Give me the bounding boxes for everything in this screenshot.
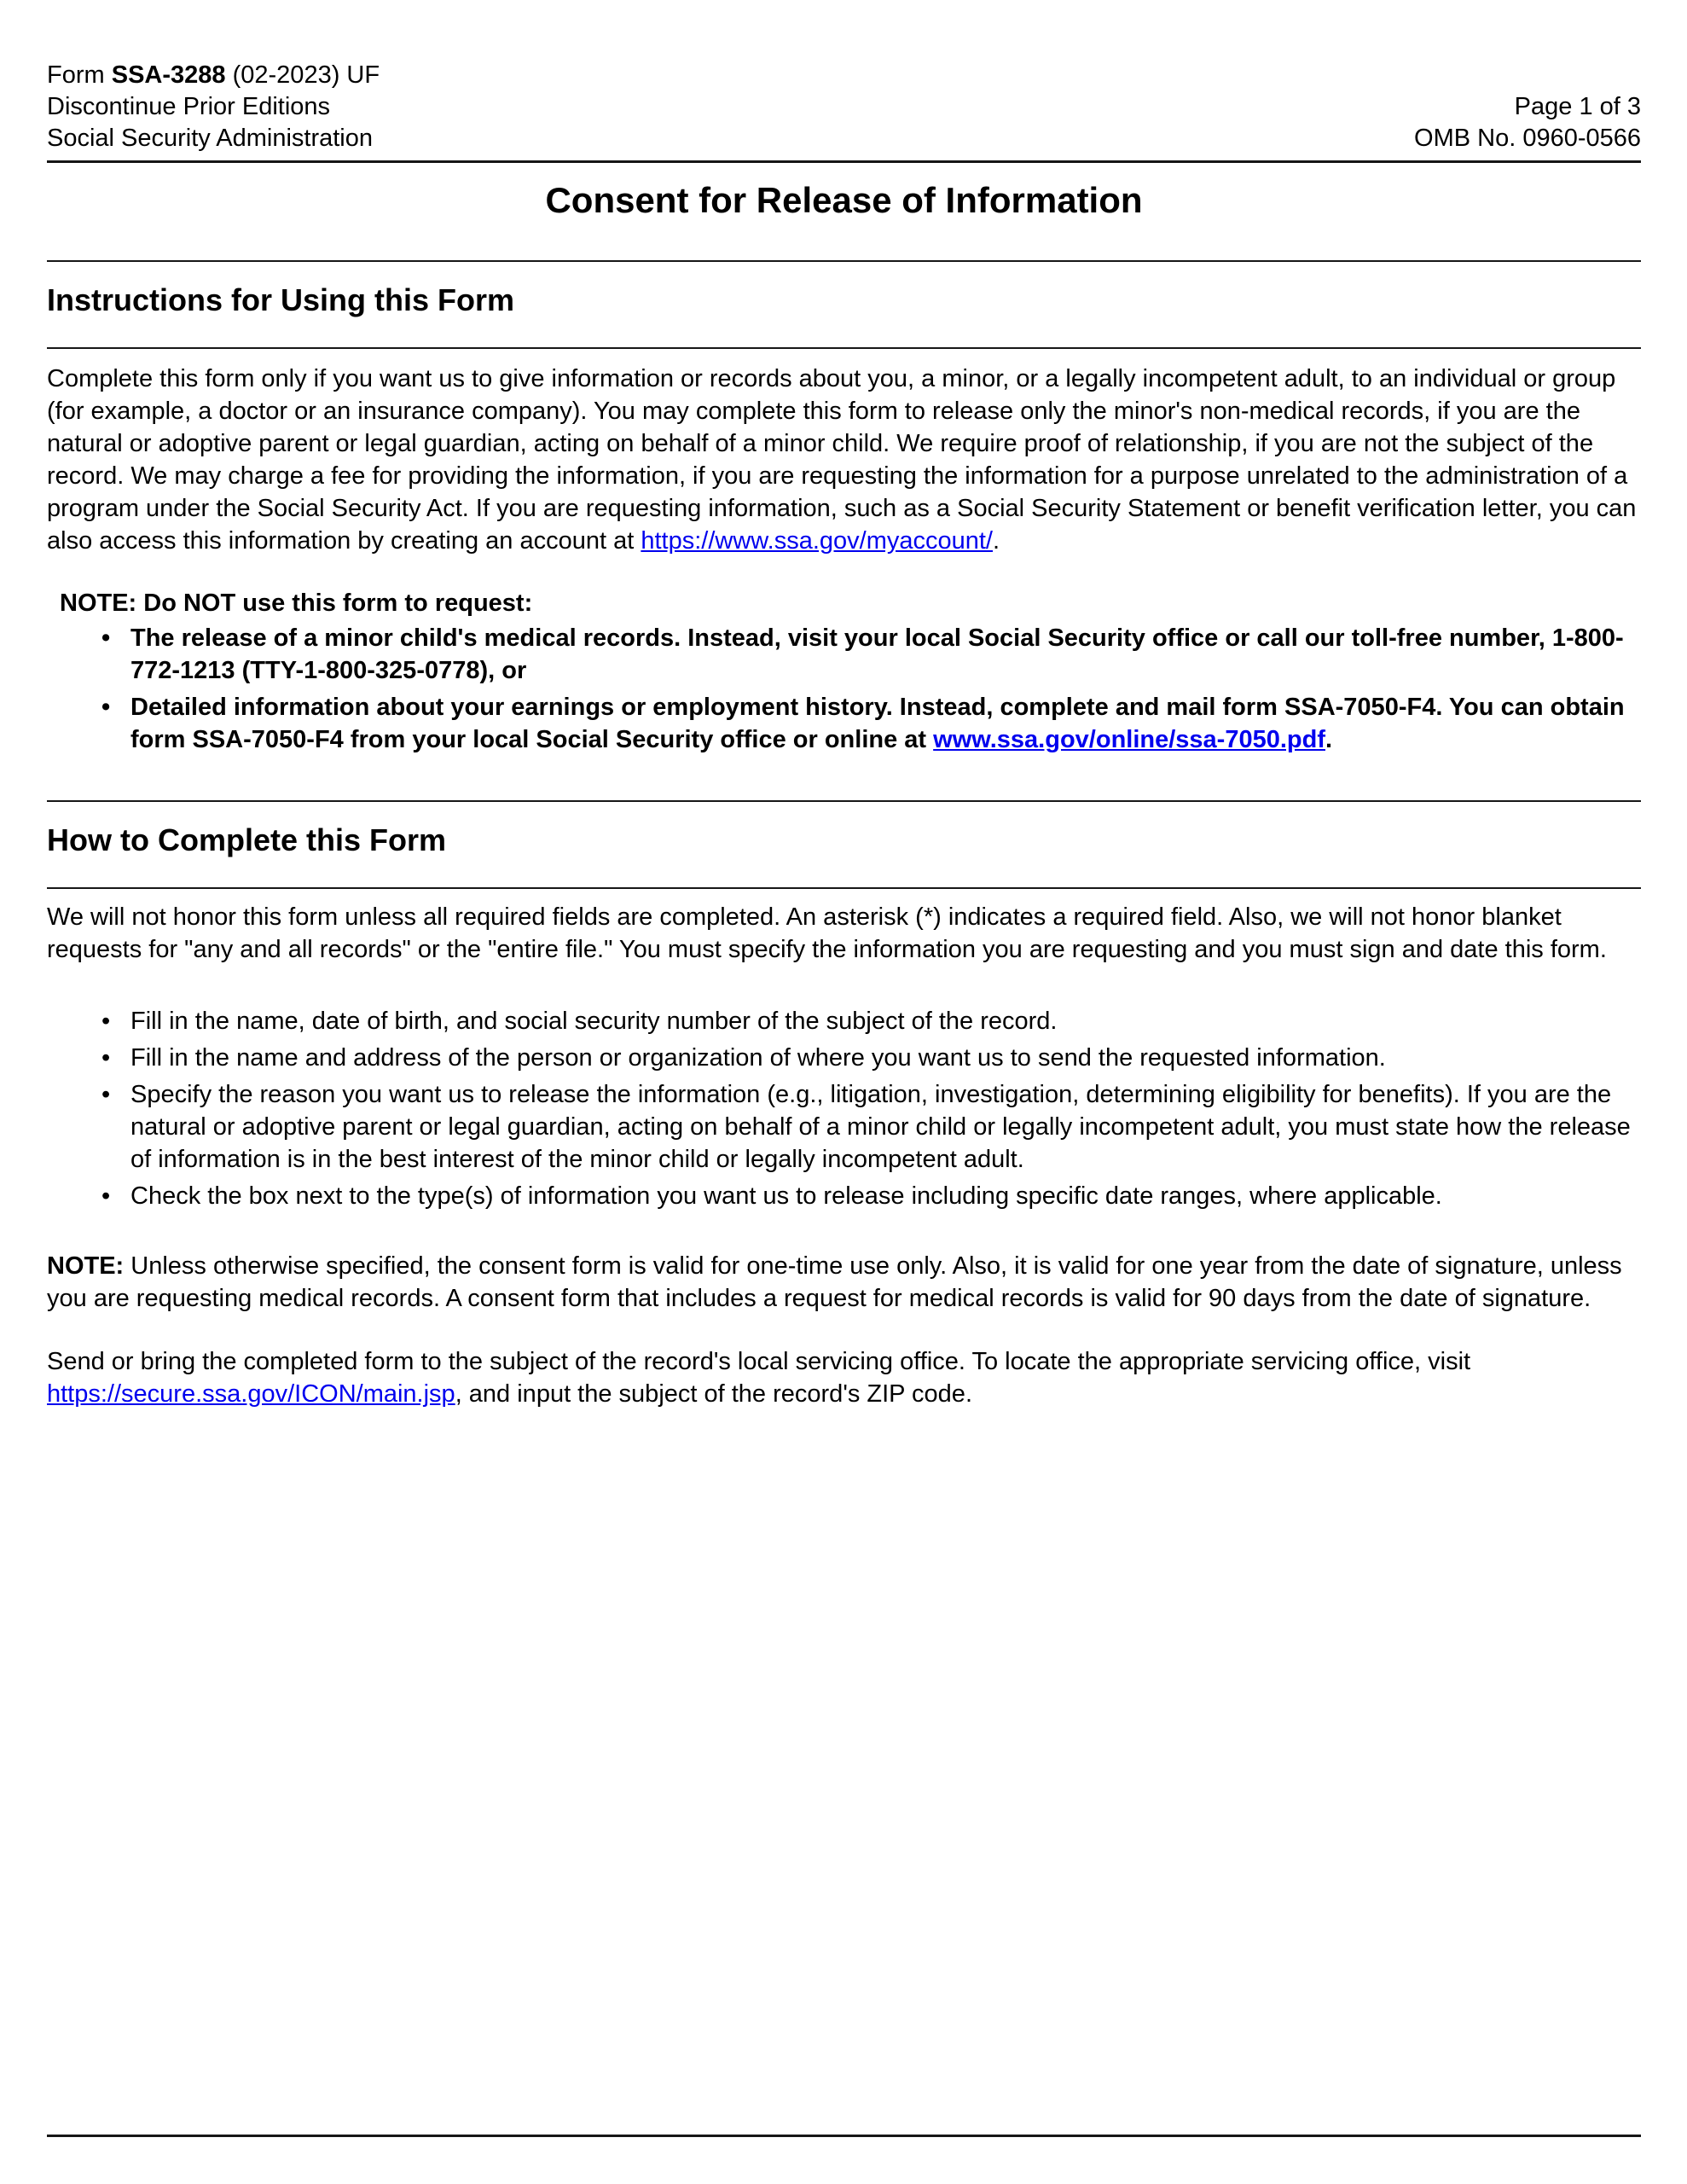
instructions-intro-text: Complete this form only if you want us to give information or records about you, a minor, or a legally incompetent adult, to an individual or group (for example, a doctor or an insurance company). You may complete this form to release only the minor's non-medical records, if you are the natural or adoptive parent or legal guardian, acting on behalf of a minor child. We require proof of relationship, if you are not the subject of the record. We may charge a fee for providing the information, if you are requesting the information for a purpose unrelated to the administration of a program under the Social Security Act. If you are requesting information, such as a Social Security Statement or benefit verification letter, you can also access this information by creating an account at [47, 365, 1637, 555]
discontinue-line: Discontinue Prior Editions [47, 93, 331, 120]
page-header [47, 60, 1641, 154]
note-label: NOTE: [47, 1252, 125, 1280]
bullet-specify-reason: • Specify the reason you want us to release the information (e.g., litigation, investigation, determining eligibility for benefits). If you are the natural or adoptive parent or legal guardian, acting on behalf of a minor child or legally incompetent adult, you must state how the release of information is in the best interest of the minor child or legally incompetent adult. [96, 1078, 1641, 1176]
section-divider [47, 800, 1641, 802]
how-to-intro: We will not honor this form unless all required fields are completed. An asterisk (*) indicates a required field. Also, we will not honor blanket requests for "any and all records" or the "entire file." You must specify the information you are requesting and you must sign and date this form. [47, 903, 1607, 963]
form-id-line [47, 60, 380, 91]
note-bullet-earnings [96, 691, 1641, 756]
intro-period: . [993, 527, 1000, 555]
section-divider [47, 260, 1641, 262]
closing-text: Send or bring the completed form to the subject of the record's local servicing office. To locate the appropriate servicing office, visit [47, 1348, 1471, 1375]
note-validity-text: Unless otherwise specified, the consent form is valid for one-time use only. Also, it is valid for one year from the date of signature, unless you are requesting medical records. A consent form that includes a request for medical records is valid for 90 days from the date of signature. [47, 1252, 1622, 1312]
form-prefix: Form [47, 61, 105, 89]
note-bullet-medical-records: • The release of a minor child's medical records. Instead, visit your local Social Security office or call our toll-free number, 1-800-772-1213 (TTY-1-800-325-0778), or [96, 622, 1641, 687]
omb-number: OMB No. 0960-0566 [1414, 125, 1641, 152]
ssa-7050-link[interactable]: www.ssa.gov/online/ssa-7050.pdf [933, 726, 1325, 753]
closing-text-after: , and input the subject of the record's ZIP code. [455, 1380, 972, 1408]
how-to-list [96, 1005, 1641, 1212]
section-divider [47, 887, 1641, 889]
bullet-fill-recipient-address: • Fill in the name and address of the person or organization of where you want us to send the requested information. [96, 1042, 1641, 1074]
section-heading-how-to-complete: How to Complete this Form [47, 822, 446, 857]
page-title: Consent for Release of Information [545, 180, 1143, 220]
form-id-block [47, 60, 380, 154]
header-divider [47, 160, 1641, 163]
agency-line: Social Security Administration [47, 125, 373, 152]
page-meta-block [1414, 91, 1641, 154]
note-validity [47, 1250, 1641, 1315]
earnings-bullet-period: . [1325, 726, 1333, 753]
page-number: Page 1 of 3 [1514, 93, 1641, 120]
section-heading-instructions: Instructions for Using this Form [47, 282, 515, 317]
note-do-not-use: NOTE: Do NOT use this form to request: [60, 590, 533, 617]
instructions-intro [47, 363, 1641, 557]
myaccount-link[interactable]: https://www.ssa.gov/myaccount/ [641, 527, 993, 555]
do-not-use-list [96, 622, 1641, 756]
bullet-check-box-types: • Check the box next to the type(s) of information you want us to release including specific date ranges, where applicable. [96, 1180, 1641, 1212]
earnings-bullet-text: Detailed information about your earnings or employment history. Instead, complete and mail form SSA-7050-F4. You can obtain form SSA-7050-F4 from your local Social Security office or online at [130, 694, 1625, 753]
bullet-fill-name-dob-ssn: • Fill in the name, date of birth, and social security number of the subject of the record. [96, 1005, 1641, 1037]
page-bottom-divider [47, 2135, 1641, 2137]
form-number: SSA-3288 [111, 61, 226, 89]
icon-locator-link[interactable]: https://secure.ssa.gov/ICON/main.jsp [47, 1380, 455, 1408]
closing-instructions [47, 1345, 1641, 1410]
section-divider [47, 347, 1641, 349]
form-edition: (02-2023) UF [232, 61, 380, 89]
